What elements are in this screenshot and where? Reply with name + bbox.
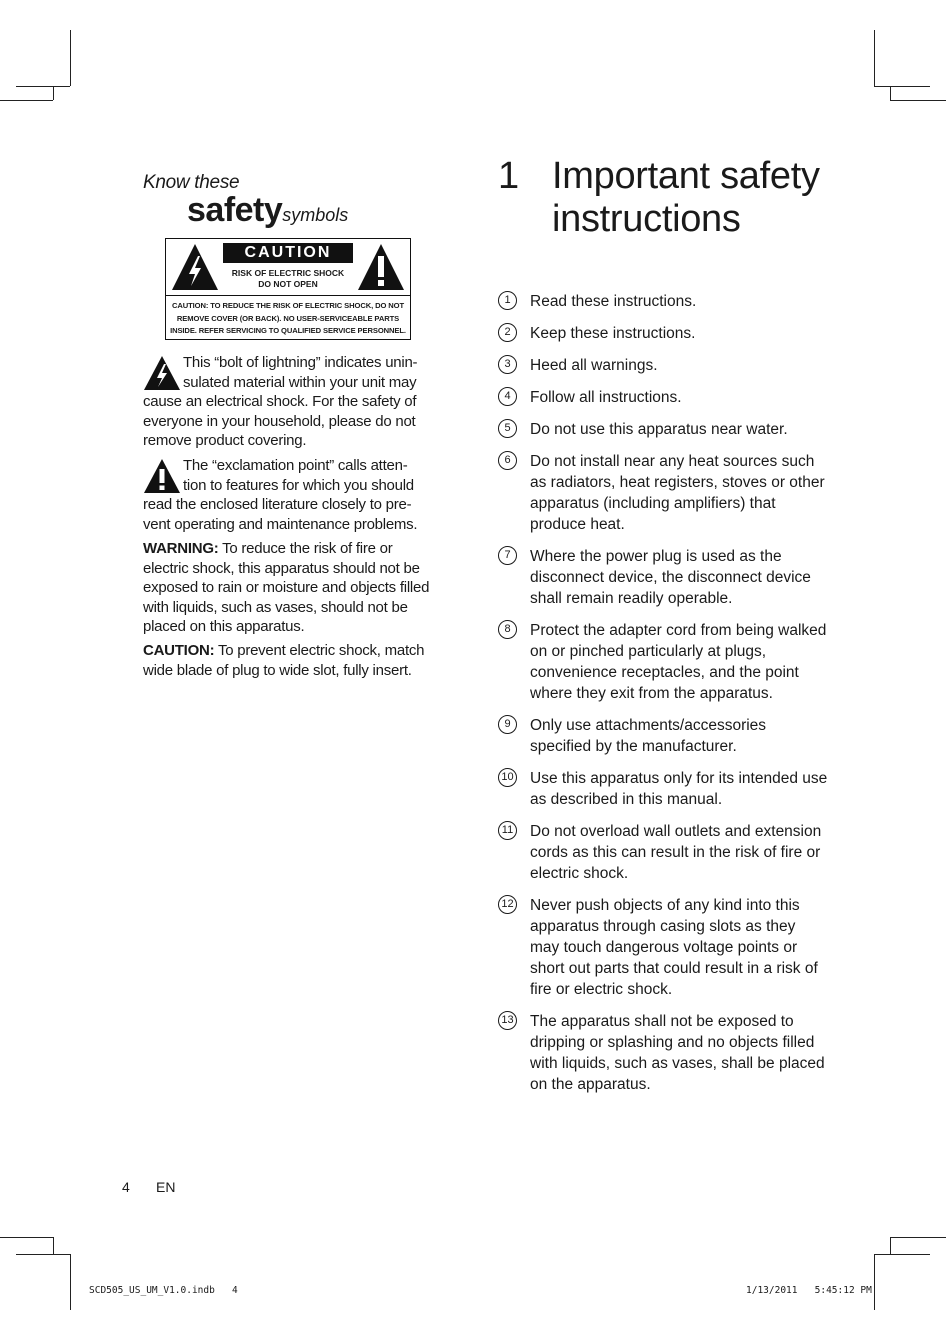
list-item (498, 1011, 828, 1095)
caution-label (165, 238, 411, 340)
item-text: Do not overload wall outlets and extension cords as this can result in the risk of fire or electric shock. (530, 823, 822, 882)
item-text: Never push objects of any kind into this apparatus through casing slots as they may touch dangerous voltage points or short out parts that could result in a risk of fire or electric shock. (530, 897, 818, 998)
item-text: Follow all instructions. (530, 389, 682, 406)
caution-label-bold: CAUTION: (143, 642, 215, 659)
list-item (498, 895, 828, 1000)
timestamp-slug: 1/13/2011 5:45:12 PM (746, 1285, 872, 1296)
item-text: Heed all warnings. (530, 357, 658, 374)
crop-mark (874, 30, 875, 86)
chapter-number: 1 (498, 155, 519, 197)
caution-label-top (166, 239, 410, 296)
page-number: 4 (122, 1179, 130, 1195)
list-item (498, 291, 828, 312)
paragraph-line: This “bolt of lightning” indicates unin- (183, 354, 418, 371)
caution-subtitle (223, 268, 353, 290)
crop-mark (0, 1237, 53, 1238)
crop-mark (53, 86, 54, 100)
file-slug: SCD505_US_UM_V1.0.indb 4 (89, 1285, 238, 1296)
item-number-badge: 9 (498, 715, 517, 734)
caution-label-text (166, 296, 410, 338)
caution-paragraph (143, 641, 435, 680)
caution-text: To prevent electric shock, match wide blade of plug to wide slot, fully insert. (143, 642, 425, 679)
crop-mark (890, 86, 891, 100)
chapter-title: Important safety instructions (552, 155, 820, 240)
caution-label-line: REMOVE COVER (OR BACK). NO USER-SERVICEABLE PARTS (176, 313, 400, 323)
item-text: Protect the adapter cord from being walked on or pinched particularly at plugs, convenience receptacles, and the point where they exit from the apparatus. (530, 622, 827, 702)
exclamation-warning-icon (356, 242, 406, 292)
safety-symbols-heading (143, 172, 435, 235)
lightning-paragraph (143, 353, 435, 451)
item-text: Do not use this apparatus near water. (530, 421, 788, 438)
item-text: The apparatus shall not be exposed to dripping or splashing and no objects filled with liquids, such as vases, shall be placed on the apparatus. (530, 1013, 825, 1093)
crop-mark (16, 86, 70, 87)
item-number-badge: 2 (498, 323, 517, 342)
know-these-text: Know these (143, 172, 240, 193)
item-text: Read these instructions. (530, 293, 697, 310)
exclamation-paragraph (143, 456, 435, 534)
paragraph-text: cause an electrical shock. For the safety of everyone in your household, please do not remove product covering. (143, 393, 417, 450)
list-item (498, 546, 828, 609)
item-text: Only use attachments/accessories specified by the manufacturer. (530, 717, 767, 755)
list-item (498, 323, 828, 344)
language-code: EN (156, 1179, 176, 1195)
list-item (498, 419, 828, 440)
crop-mark (16, 1254, 70, 1255)
warning-label: WARNING: (143, 540, 219, 557)
caution-title: CAUTION (223, 243, 353, 263)
item-number-badge: 13 (498, 1011, 517, 1030)
item-text: Keep these instructions. (530, 325, 696, 342)
item-number-badge: 8 (498, 620, 517, 639)
item-text: Where the power plug is used as the disconnect device, the disconnect device shall remain readily operable. (530, 548, 811, 607)
crop-mark (874, 86, 930, 87)
list-item (498, 451, 828, 535)
list-item (498, 387, 828, 408)
crop-mark (890, 1237, 946, 1238)
crop-mark (874, 1254, 930, 1255)
warning-text: To reduce the risk of fire or electric shock, this apparatus should not be exposed to rain or moisture and objects filled with liquids, such as vases, should not be placed on this apparatus. (143, 540, 430, 636)
crop-mark (890, 1237, 891, 1254)
item-number-badge: 6 (498, 451, 517, 470)
item-number-badge: 3 (498, 355, 517, 374)
list-item (498, 821, 828, 884)
item-number-badge: 11 (498, 821, 517, 840)
item-number-badge: 12 (498, 895, 517, 914)
list-item (498, 620, 828, 704)
item-number-badge: 4 (498, 387, 517, 406)
list-item (498, 715, 828, 757)
caution-subtitle-line: RISK OF ELECTRIC SHOCK (231, 268, 345, 278)
crop-mark (874, 1254, 875, 1310)
symbols-word: symbols (282, 205, 349, 225)
crop-mark (53, 1237, 54, 1254)
item-text: Use this apparatus only for its intended use as described in this manual. (530, 770, 828, 808)
list-item (498, 355, 828, 376)
item-text: Do not install near any heat sources such as radiators, heat registers, stoves or other apparatus (including amplifiers) that produce heat. (530, 453, 825, 533)
item-number-badge: 5 (498, 419, 517, 438)
instructions-list (498, 291, 828, 1106)
lightning-warning-icon (170, 242, 220, 292)
warning-paragraph (143, 539, 435, 637)
safety-symbols-title (187, 192, 435, 235)
paragraph-text: read the enclosed literature closely to pre-vent operating and maintenance problems. (143, 496, 418, 533)
crop-mark (890, 100, 946, 101)
safety-word: safety (187, 191, 283, 229)
paragraph-line: tion to features for which you should (183, 476, 414, 494)
caution-subtitle-line: DO NOT OPEN (258, 279, 318, 289)
paragraph-line: sulated material within your unit may (183, 373, 417, 391)
item-number-badge: 1 (498, 291, 517, 310)
crop-mark (70, 30, 71, 86)
lightning-warning-icon (143, 355, 181, 391)
item-number-badge: 10 (498, 768, 517, 787)
paragraph-line: The “exclamation point” calls atten- (183, 457, 408, 474)
item-number-badge: 7 (498, 546, 517, 565)
exclamation-warning-icon (143, 458, 181, 494)
caution-label-line: CAUTION: TO REDUCE THE RISK OF ELECTRIC SHOCK, DO NOT (171, 301, 405, 310)
crop-mark (70, 1254, 71, 1310)
list-item (498, 768, 828, 810)
crop-mark (0, 100, 53, 101)
caution-label-line: INSIDE. REFER SERVICING TO QUALIFIED SERVICE PERSONNEL. (170, 326, 406, 335)
